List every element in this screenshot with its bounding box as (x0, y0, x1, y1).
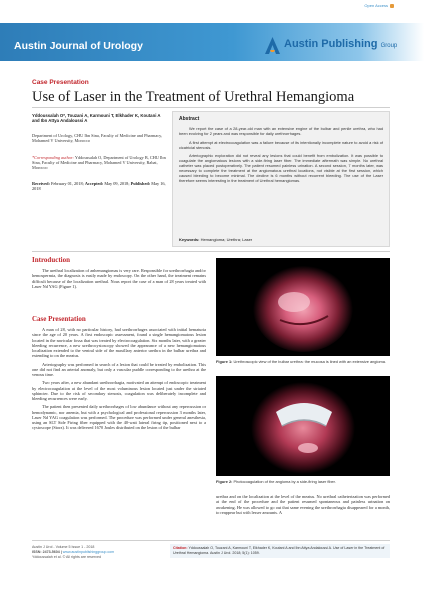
keywords (179, 237, 252, 242)
case-body (32, 327, 206, 434)
published-label: Published: (130, 181, 151, 186)
citation-text: Yddoussalah O, Touzani A, Karmouni T, Elkhader K, Koutani A and Ibn Attya Andaloussi A. Use of Laser in the Treatment of Urethral Hemangioma. Austin J Urol. 2018; 5(1): 1059. (173, 546, 385, 555)
right-column-body (216, 494, 390, 518)
figure-label: Figure 2: (216, 479, 233, 484)
corresponding-label: *Corresponding author: (32, 155, 74, 160)
publisher-name: Austin Publishing (284, 38, 378, 50)
figure-1-caption (216, 360, 390, 365)
paragraph: urethra and on the localization at the level of the meatus. No urethral catheterization was performed at the end of the procedure and the patient resumed spontaneous and painless urination on awakening. He was allowed to go out that same evening the urethrorrhagia disappeared for a month, to reappear but with lesser amounts. A (216, 494, 390, 515)
received-label: Received: (32, 181, 50, 186)
abstract-heading: Abstract (179, 116, 200, 122)
paragraph: Two years after, a new abundant urethrorrhagia, motivated an attempt of endoscopic treatment by electrocoagulation at the level of the most voluminous lesion located just under the striated sphincter. Due to the risk of secondary stenosis, coagulation was deliberately incomplete and bleeding recurrences were early. (32, 380, 206, 401)
figure-label: Figure 1: (216, 359, 233, 364)
citation-label: Citation: (173, 546, 188, 550)
endoscopy-image (216, 258, 390, 356)
accepted-date: May 09, 2018; (103, 181, 131, 186)
journal-name: Austin Journal of Urology (14, 40, 143, 52)
introduction-heading: Introduction (32, 256, 70, 264)
keywords-text: Hemangioma; Urethra; Laser (199, 237, 253, 242)
abstract-paragraph: We report the case of a 28-year-old man with an extensive engine of the bulbar and penile urethra, who had been evolving for 2 years and was responsible for daily urethrorrhages. (179, 126, 383, 136)
divider (32, 107, 390, 108)
paragraph: A man of 28, with no particular history, had urethrorrhages associated with initial hematuria since the age of 20 years. A first endoscopic assessment, found a single hemangiomatous lesion located in the navicular fossa that was treated by electrocoagulation. Six months later, with a greater bleeding recurrence, a new urethrocystoscopy showed the appearance of a new hemangiomatous localization extended to the ventral side of the maxillary anterior urethra in the bulbar urethra and extending to on the meatus. (32, 327, 206, 359)
paragraph: The urethral localization of anhemangiomas is very rare. Responsible for urethrorrhagia and/or hemospermia, the diagnosis is easily made by endoscopy. On the other hand, the treatment remains difficult because of the localization urethral. Nous report the case of a man of 28 years treated with Laser Nd YAG (Figure 1). (32, 268, 206, 289)
footer-divider (32, 540, 390, 541)
section-type: Case Presentation (32, 79, 89, 86)
website-link[interactable]: www.austinpublishinggroup.com (62, 550, 115, 554)
article-title: Use of Laser in the Treatment of Urethral Hemangioma (32, 89, 355, 105)
figure-caption-text: Urethroscopic view of the bulbar urethra: the mucosa is lined with an extensive angioma. (232, 359, 386, 364)
case-heading: Case Presentation (32, 315, 86, 323)
abstract-paragraph: A first attempt at electrocoagulation was a failure because of its intentionally incomplete nature to avoid a risk of cicatricial stenosis. (179, 139, 383, 150)
accepted-label: Accepted: (84, 181, 104, 186)
figure-2-caption (216, 480, 390, 485)
paragraph: The patient then presented daily urethrorrhages of low abundance without any repercussion or hemodynamic, nor anemia, but with a psychological and professional repercussion 3 months later, Laser Nd YAG coagulation was performed. The procedure was performed under general anesthesia, using an SLT Side Firing fiber equipped with the 40-watt lateral firing tip, positioned next to a cystoscope (Storz). It was delivered 1670 Joules distributed on the lesion of the bulbar (32, 404, 206, 431)
austin-logo-icon (265, 37, 280, 54)
footer-info (32, 545, 162, 560)
laser-fiber-image (216, 376, 390, 476)
citation-box (170, 544, 390, 558)
publisher-logo (265, 36, 415, 56)
abstract-paragraph: Arteriographic exploration did not reveal any lesions that could benefit from embolization. It was possible to coagulate the angiomatous lesions with a side-firing laser fiber. The immediate aftermath was simple. No urethral catheter was placed postoperatively. The patient resumed painless urination. A second session, 7 months later, was necessary to complete the treatment at the angiomatous urethral locations, not visible at the first session, which caused bleeding to become minimal. The decline is 6 months without recurrent bleeding. The use of the Laser therefore seems interesting in the treatment of Urethral hemangiomas. (179, 153, 383, 183)
introduction-body (32, 268, 206, 292)
figure-2-image (216, 376, 390, 476)
authors: Yddoussalah O*, Touzani A, Karmouni T, Elkhader K, Koutani A and Ibn Attya Andaloussi A (32, 113, 161, 124)
abstract-box (172, 111, 390, 247)
corresponding-text: Yddoussalah O, Department of Urology B, CHU Ibn Sina, Faculty of Medicine and Pharmacy, Mohamed V University, Rabat, Morocco (32, 155, 166, 171)
article-dates (32, 181, 167, 191)
lock-icon (390, 4, 394, 8)
issn-label: ISSN: 2473-5604 | (32, 550, 63, 554)
corresponding-author (32, 155, 167, 171)
footer-volume: Austin J Urol - Volume 5 Issue 1 - 2018 (32, 545, 95, 549)
publisher-sub: Group (380, 43, 398, 49)
paragraph: Arteriography was performed in search of a lesion that could be treated by embolization. This one did not find an arterial anomaly, but only a vascular puddle corresponding to the urethra at the venous time. (32, 361, 206, 377)
received-date: February 01, 2018; (49, 181, 85, 186)
open-access-label: Open Access (364, 3, 394, 8)
divider (32, 251, 390, 252)
figure-1-image (216, 258, 390, 356)
published-date: May 16, 2018 (32, 181, 166, 192)
keywords-label: Keywords: (179, 237, 200, 242)
footer-rights: Yddoussalah et al. © All rights are reserved (32, 555, 101, 559)
figure-caption-text: Photocoagulation of the angioma by a side-firing laser fiber. (232, 479, 336, 484)
affiliation: Department of Urology, CHU Ibn Sina, Faculty of Medicine and Pharmacy, Mohamed V University, Morocco (32, 133, 163, 144)
